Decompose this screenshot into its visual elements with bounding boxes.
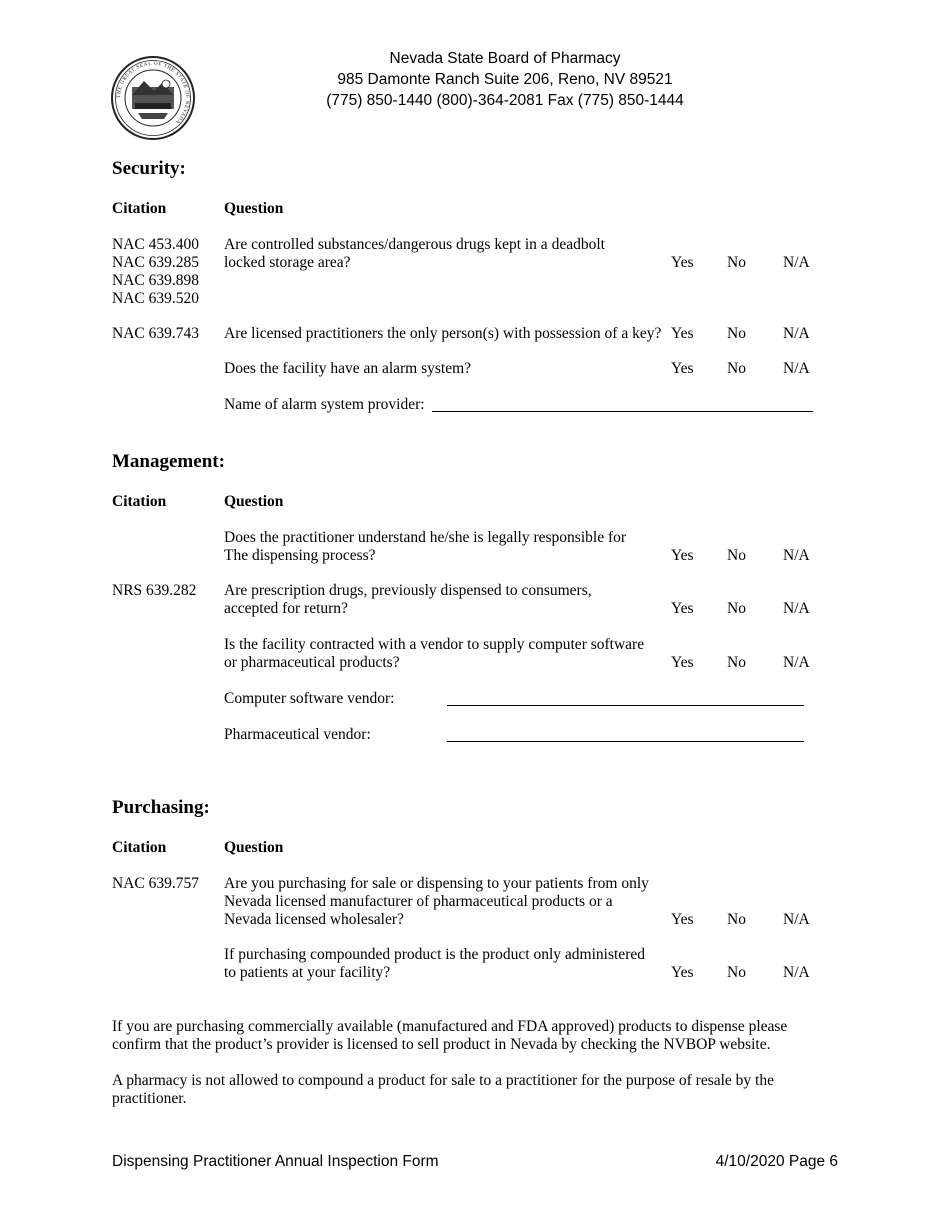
answer-na[interactable]: N/A (783, 254, 810, 271)
question-text: If purchasing compounded product is the product only administered (224, 946, 645, 963)
note-paragraph: A pharmacy is not allowed to compound a product for sale to a practitioner for the purpose of resale by the (112, 1072, 774, 1089)
citation: NAC 453.400 (112, 236, 199, 253)
answer-na[interactable]: N/A (783, 654, 810, 671)
footer-form-title: Dispensing Practitioner Annual Inspection Form (112, 1153, 439, 1170)
answer-na[interactable]: N/A (783, 360, 810, 377)
security-question-header: Question (224, 200, 284, 217)
purchasing-title: Purchasing: (112, 797, 210, 818)
alarm-provider-field[interactable] (432, 411, 813, 412)
answer-yes[interactable]: Yes (671, 911, 694, 928)
question-text: locked storage area? (224, 254, 351, 271)
citation: NAC 639.743 (112, 325, 199, 342)
org-address: 985 Damonte Ranch Suite 206, Reno, NV 89521 (337, 71, 673, 88)
alarm-provider-label: Name of alarm system provider: (224, 396, 425, 413)
question-text: The dispensing process? (224, 547, 376, 564)
org-name: Nevada State Board of Pharmacy (389, 50, 621, 67)
question-text: Are prescription drugs, previously dispensed to consumers, (224, 582, 592, 599)
answer-yes[interactable]: Yes (671, 600, 694, 617)
question-text: Are licensed practitioners the only person(s) with possession of a key? (224, 325, 662, 342)
answer-yes[interactable]: Yes (671, 654, 694, 671)
answer-no[interactable]: No (727, 547, 746, 564)
org-phones: (775) 850-1440 (800)-364-2081 Fax (775) 850-1444 (326, 92, 684, 109)
answer-yes[interactable]: Yes (671, 325, 694, 342)
answer-yes[interactable]: Yes (671, 254, 694, 271)
question-text: accepted for return? (224, 600, 348, 617)
purchasing-citation-header: Citation (112, 839, 167, 856)
management-citation-header: Citation (112, 493, 167, 510)
question-text: Does the facility have an alarm system? (224, 360, 472, 377)
question-text: Is the facility contracted with a vendor to supply computer software (224, 636, 645, 653)
purchasing-question-header: Question (224, 839, 284, 856)
note-paragraph: If you are purchasing commercially available (manufactured and FDA approved) products to dispense please (112, 1018, 788, 1035)
citation: NRS 639.282 (112, 582, 197, 599)
answer-no[interactable]: No (727, 911, 746, 928)
software-vendor-field[interactable] (447, 705, 804, 706)
footer-date-page: 4/10/2020 Page 6 (715, 1153, 838, 1170)
answer-no[interactable]: No (727, 360, 746, 377)
security-citation-header: Citation (112, 200, 167, 217)
question-text: to patients at your facility? (224, 964, 391, 981)
pharma-vendor-label: Pharmaceutical vendor: (224, 726, 371, 743)
answer-yes[interactable]: Yes (671, 547, 694, 564)
question-text: or pharmaceutical products? (224, 654, 400, 671)
svg-text:THE GREAT SEAL OF THE STATE OF: THE GREAT SEAL OF THE STATE OF NEVADA (115, 60, 191, 126)
answer-no[interactable]: No (727, 964, 746, 981)
question-text: Nevada licensed wholesaler? (224, 911, 404, 928)
answer-no[interactable]: No (727, 325, 746, 342)
citation: NAC 639.757 (112, 875, 199, 892)
answer-na[interactable]: N/A (783, 600, 810, 617)
management-question-header: Question (224, 493, 284, 510)
citation: NAC 639.898 (112, 272, 199, 289)
answer-no[interactable]: No (727, 254, 746, 271)
question-text: Are you purchasing for sale or dispensing to your patients from only (224, 875, 649, 892)
answer-na[interactable]: N/A (783, 911, 810, 928)
answer-yes[interactable]: Yes (671, 360, 694, 377)
question-text: Does the practitioner understand he/she is legally responsible for (224, 529, 627, 546)
management-title: Management: (112, 451, 225, 472)
security-title: Security: (112, 158, 186, 179)
answer-no[interactable]: No (727, 654, 746, 671)
question-text: Nevada licensed manufacturer of pharmaceutical products or a (224, 893, 613, 910)
answer-no[interactable]: No (727, 600, 746, 617)
answer-na[interactable]: N/A (783, 325, 810, 342)
answer-na[interactable]: N/A (783, 964, 810, 981)
pharma-vendor-field[interactable] (447, 741, 804, 742)
note-paragraph: confirm that the product’s provider is licensed to sell product in Nevada by checking the NVBOP website. (112, 1036, 771, 1053)
question-text: Are controlled substances/dangerous drugs kept in a deadbolt (224, 236, 605, 253)
note-paragraph: practitioner. (112, 1090, 187, 1107)
state-seal (110, 55, 196, 141)
software-vendor-label: Computer software vendor: (224, 690, 395, 707)
citation: NAC 639.520 (112, 290, 199, 307)
answer-na[interactable]: N/A (783, 547, 810, 564)
answer-yes[interactable]: Yes (671, 964, 694, 981)
citation: NAC 639.285 (112, 254, 199, 271)
